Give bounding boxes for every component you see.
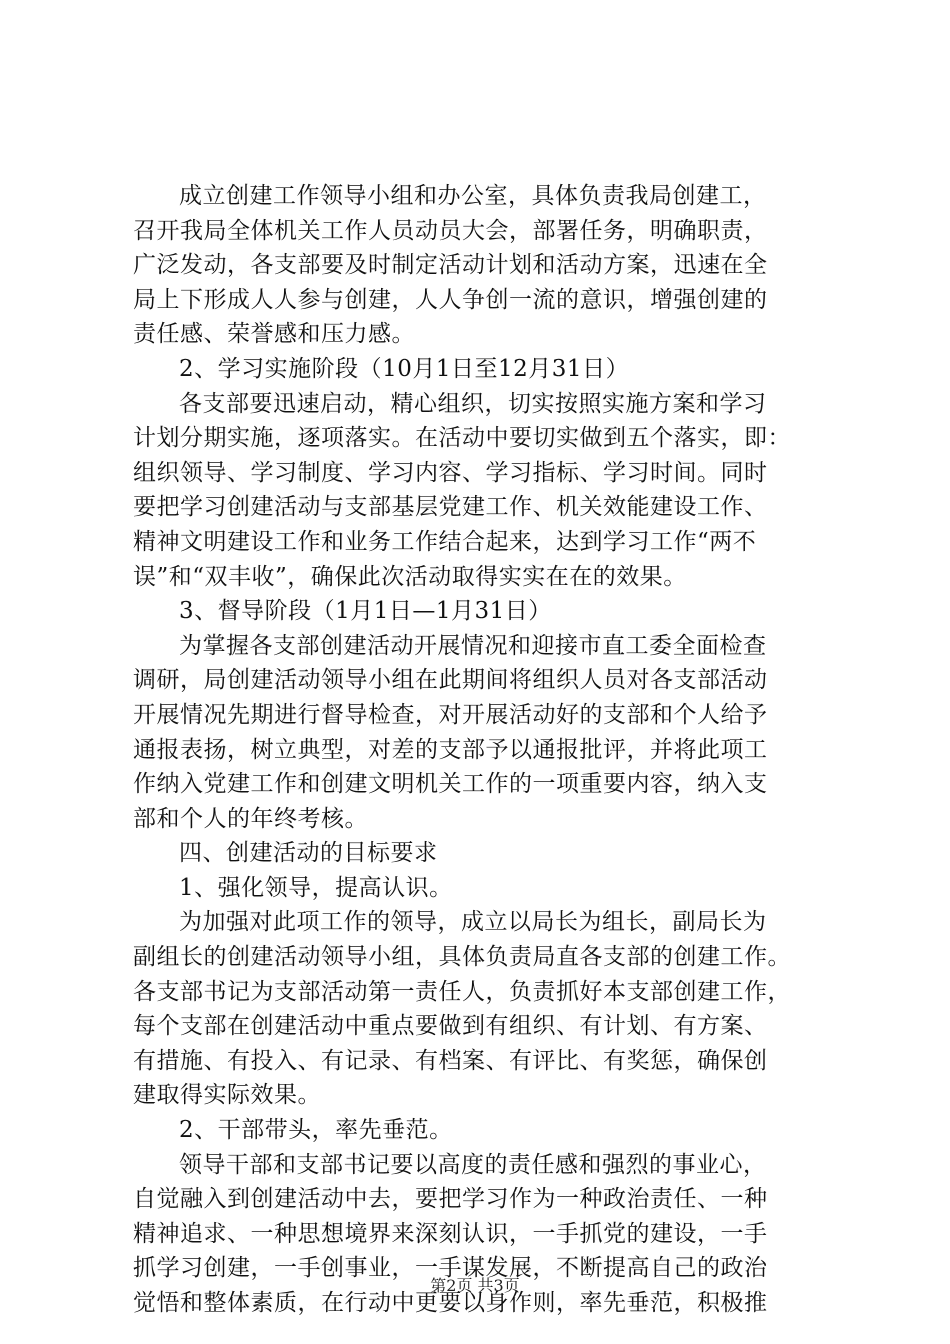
page-footer — [0, 1276, 950, 1296]
paragraph-line: 要把学习创建活动与支部基层党建工作、机关效能建设工作、 — [133, 494, 768, 521]
paragraph-line: 通报表扬，树立典型，对差的支部予以通报批评，并将此项工 — [133, 736, 768, 763]
section-heading: 2、干部带头，率先垂范。 — [179, 1117, 453, 1144]
document-body — [133, 179, 833, 1321]
paragraph-line: 每个支部在创建活动中重点要做到有组织、有计划、有方案、 — [133, 1013, 768, 1040]
section-heading: 2、学习实施阶段（10月1日至12月31日） — [179, 355, 630, 382]
paragraph-line: 作纳入党建工作和创建文明机关工作的一项重要内容，纳入支 — [133, 771, 768, 798]
paragraph-line: 领导干部和支部书记要以高度的责任感和强烈的事业心， — [179, 1151, 767, 1178]
paragraph-line: 广泛发动，各支部要及时制定活动计划和活动方案，迅速在全 — [133, 252, 768, 279]
paragraph-line: 精神追求、一种思想境界来深刻认识，一手抓党的建设，一手 — [133, 1220, 768, 1247]
paragraph-line: 各支部书记为支部活动第一责任人，负责抓好本支部创建工作， — [133, 978, 791, 1005]
paragraph-line: 为掌握各支部创建活动开展情况和迎接市直工委全面检查 — [179, 632, 767, 659]
paragraph-line: 局上下形成人人参与创建，人人争创一流的意识，增强创建的 — [133, 286, 768, 313]
section-heading: 四、创建活动的目标要求 — [179, 840, 438, 867]
paragraph-line: 为加强对此项工作的领导，成立以局长为组长，副局长为 — [179, 909, 767, 936]
paragraph-line: 觉悟和整体素质，在行动中更要以身作则，率先垂范，积极推 — [133, 1290, 768, 1316]
paragraph-line: 组织领导、学习制度、学习内容、学习指标、学习时间。同时 — [133, 459, 768, 486]
paragraph-line: 开展情况先期进行督导检查，对开展活动好的支部和个人给予 — [133, 701, 768, 728]
paragraph-line: 精神文明建设工作和业务工作结合起来，达到学习工作“两不 — [133, 528, 757, 555]
paragraph-line: 建取得实际效果。 — [133, 1082, 321, 1109]
section-heading: 1、强化领导，提高认识。 — [179, 874, 453, 901]
paragraph-line: 召开我局全体机关工作人员动员大会，部署任务，明确职责， — [133, 217, 768, 244]
paragraph-line: 抓学习创建，一手创事业，一手谋发展，不断提高自己的政治 — [133, 1255, 768, 1282]
paragraph-line: 误”和“双丰收”，确保此次活动取得实实在在的效果。 — [133, 563, 687, 590]
paragraph-line: 成立创建工作领导小组和办公室，具体负责我局创建工， — [179, 183, 767, 209]
paragraph-line: 计划分期实施，逐项落实。在活动中要切实做到五个落实，即： — [133, 425, 791, 452]
paragraph-line: 部和个人的年终考核。 — [133, 805, 368, 832]
paragraph-line: 副组长的创建活动领导小组，具体负责局直各支部的创建工作。 — [133, 944, 791, 971]
paragraph-line: 自觉融入到创建活动中去，要把学习作为一种政治责任、一种 — [133, 1186, 768, 1213]
section-heading: 3、督导阶段（1月1日—1月31日） — [179, 598, 552, 625]
paragraph-line: 有措施、有投入、有记录、有档案、有评比、有奖惩，确保创 — [133, 1047, 768, 1074]
paragraph-line: 调研，局创建活动领导小组在此期间将组织人员对各支部活动 — [133, 667, 768, 694]
paragraph-line: 各支部要迅速启动，精心组织，切实按照实施方案和学习 — [179, 390, 767, 417]
page-number-label: 第2页 共3页 — [430, 1276, 520, 1295]
paragraph-line: 责任感、荣誉感和压力感。 — [133, 321, 415, 348]
